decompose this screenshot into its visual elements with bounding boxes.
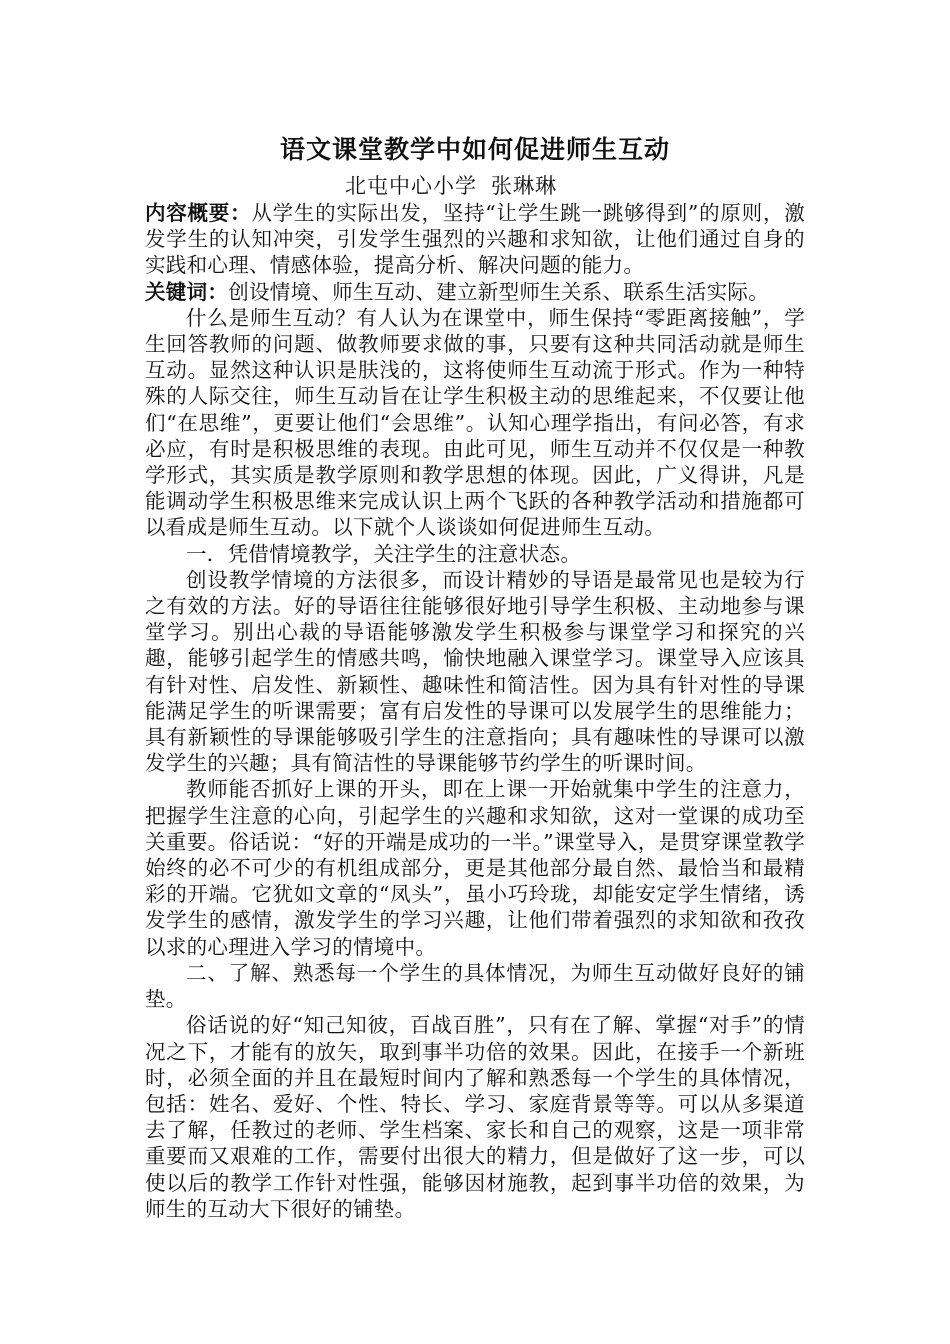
body-paragraph-situation: 创设教学情境的方法很多，而设计精妙的导语是最常见也是较为行之有效的方法。好的导语往往能够很好地引导学生积极、主动地参与课堂学习。别出心裁的导语能够激发学生积极参与课堂学习和探究的兴趣，能够引起学生的情感共鸣，愉快地融入课堂学习。课堂导入应该具有针对性、启发性、新颖性、趣味性和简洁性。因为具有针对性的导课能满足学生的听课需要；富有启发性的导课可以发展学生的思维能力；具有新颖性的导课能够吸引学生的注意指向；具有趣味性的导课可以激发学生的兴趣；具有简洁性的导课能够节约学生的听课时间。: [145, 567, 805, 776]
section-heading-1: 一．凭借情境教学，关注学生的注意状态。: [186, 541, 582, 566]
summary-paragraph: [145, 200, 805, 279]
author-name: 张琳琳: [491, 174, 557, 198]
document-body: [145, 133, 805, 1222]
author-school: 北屯中心小学: [345, 174, 477, 198]
summary-label: 内容概要：: [145, 201, 252, 225]
body-paragraph-opening: 教师能否抓好上课的开头，即在上课一开始就集中学生的注意力，把握学生注意的心向，引起学生的兴趣和求知欲，这对一堂课的成功至关重要。俗话说：“好的开端是成功的一半。”课堂导入，是贯穿课堂教学始终的必不可少的有机组成部分，更是其他部分最自然、最恰当和最精彩的开端。它犹如文章的“凤头”，虽小巧玲珑，却能安定学生情绪，诱发学生的感情，激发学生的学习兴趣，让他们带着强烈的求知欲和孜孜以求的心理进入学习的情境中。: [145, 777, 805, 959]
author-line: [145, 173, 805, 200]
keywords-label: 关键词：: [145, 279, 229, 304]
document-title: 语文课堂教学中如何促进师生互动: [279, 135, 670, 164]
keywords-paragraph: [145, 279, 805, 305]
body-paragraph-intro: 什么是师生互动？有人认为在课堂中，师生保持“零距离接触”，学生回答教师的问题、做教师要求做的事，只要有这种共同活动就是师生互动。显然这种认识是肤浅的，这将使师生互动流于形式。作为一种特殊的人际交往，师生互动旨在让学生积极主动的思维起来，不仅要让他们“在思维”，更要让他们“会思维”。认知心理学指出，有问必答，有求必应，有时是积极思维的表现。由此可见，师生互动并不仅仅是一种教学形式，其实质是教学原则和教学思想的体现。因此，广义得讲，凡是能调动学生积极思维来完成认识上两个飞跃的各种教学活动和措施都可以看成是师生互动。以下就个人谈谈如何促进师生互动。: [145, 305, 805, 540]
section-heading-2: 二、了解、熟悉每一个学生的具体情况，为师生互动做好良好的铺垫。: [145, 960, 805, 1012]
keywords-text: 创设情境、师生互动、建立新型师生关系、联系生活实际。: [228, 279, 770, 304]
summary-text: 从学生的实际出发，坚持“让学生跳一跳够得到”的原则，激发学生的认知冲突，引发学生强烈的兴趣和求知欲，让他们通过自身的实践和心理、情感体验，提高分析、解决问题的能力。: [145, 201, 806, 278]
body-paragraph-know-students: 俗话说的好“知己知彼，百战百胜”，只有在了解、掌握“对手”的情况之下，才能有的放矢，取到事半功倍的效果。因此，在接手一个新班时，必须全面的并且在最短时间内了解和熟悉每一个学生的具体情况，包括：姓名、爱好、个性、特长、学习、家庭背景等等。可以从多渠道去了解，任教过的老师、学生档案、家长和自己的观察，这是一项非常重要而又艰难的工作，需要付出很大的精力，但是做好了这一步，可以使以后的教学工作针对性强，能够因材施教，起到事半功倍的效果，为师生的互动大下很好的铺垫。: [145, 1013, 805, 1221]
